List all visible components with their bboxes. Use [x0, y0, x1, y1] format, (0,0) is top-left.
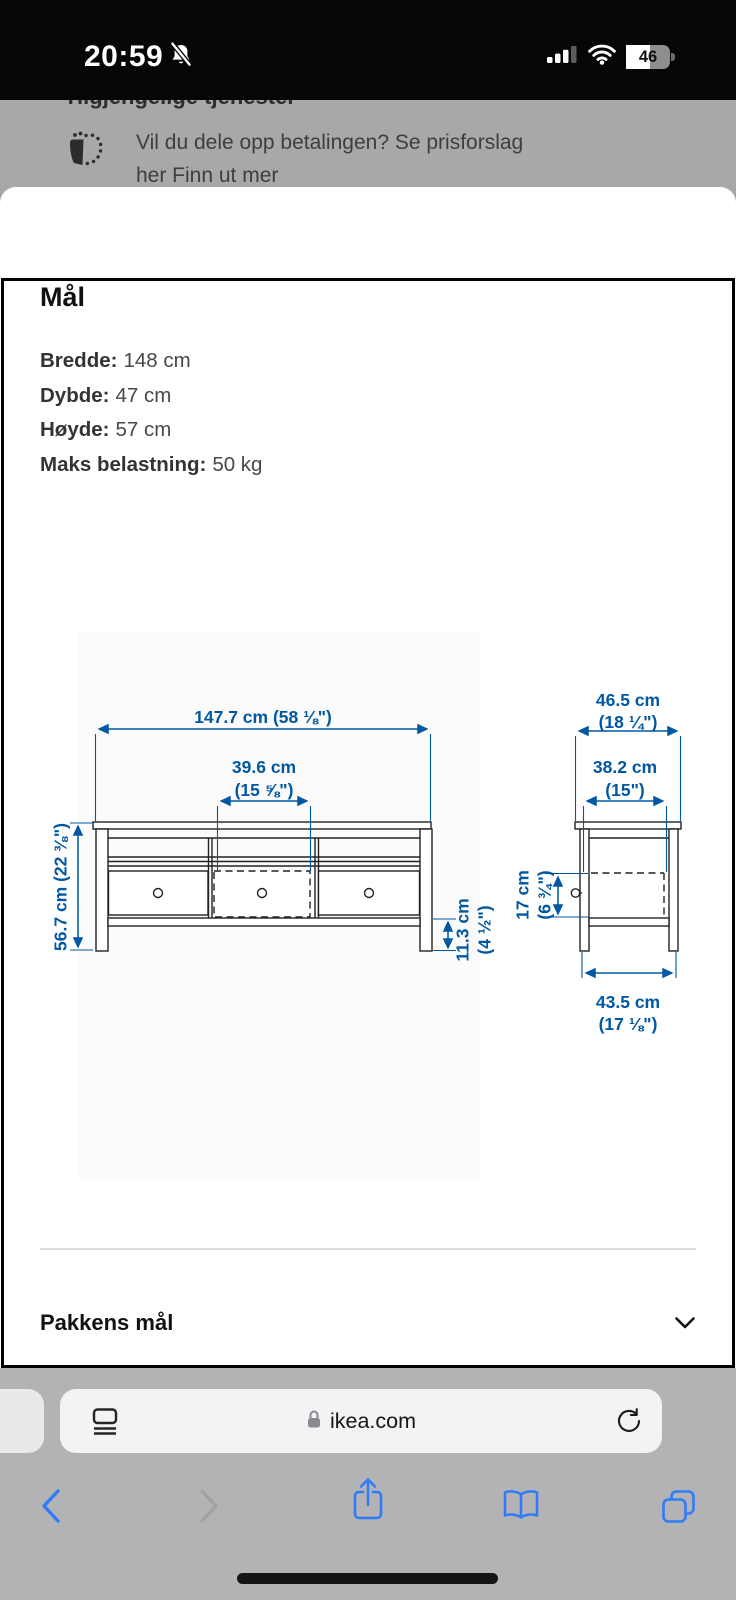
- address-bar[interactable]: [60, 1389, 662, 1453]
- reload-icon: [614, 1424, 644, 1439]
- safari-bottom-bar: [0, 1368, 736, 1600]
- wifi-icon: [587, 43, 617, 70]
- split-payment-icon: [62, 126, 108, 174]
- spec-row-depth: [40, 379, 262, 414]
- share-button[interactable]: [350, 1476, 386, 1527]
- spec-row-height: [40, 413, 262, 448]
- package-dimensions-toggle[interactable]: [40, 1303, 696, 1343]
- tabs-button[interactable]: [660, 1488, 697, 1528]
- front-base-height-label-1: 11.3 cm: [452, 898, 473, 962]
- spec-value: 47 cm: [115, 383, 172, 407]
- forward-chevron-icon: [198, 1512, 220, 1527]
- status-bar: [0, 0, 736, 100]
- previous-tab-peek[interactable]: [0, 1389, 44, 1453]
- share-icon: [350, 1512, 386, 1527]
- measurements-sheet: [0, 187, 736, 1368]
- side-drawer-height-label-1: 17 cm: [512, 870, 533, 920]
- side-depth-label-1: 46.5 cm: [595, 690, 661, 710]
- front-inner-width-label-1: 39.6 cm: [231, 757, 297, 777]
- spec-value: 50 kg: [212, 452, 263, 476]
- front-inner-width-label-2: (15 ⅝"): [234, 780, 294, 800]
- side-drawer-height-label-2: (6 ¾"): [534, 870, 555, 920]
- front-height-label: 56.7 cm (22 ⅜"): [50, 823, 71, 951]
- package-section-label: Pakkens mål: [40, 1310, 174, 1335]
- reload-button[interactable]: [614, 1406, 644, 1436]
- spec-label: Bredde:: [40, 349, 118, 372]
- book-icon: [501, 1509, 541, 1524]
- side-base-depth-label-2: (17 ⅛"): [598, 1014, 658, 1034]
- spec-row-maxload: [40, 448, 262, 483]
- tv-bench-side-view: [571, 822, 681, 951]
- forward-button[interactable]: [198, 1488, 220, 1527]
- spec-list: [40, 344, 262, 482]
- spec-label: Høyde:: [40, 418, 110, 441]
- side-base-depth-label-1: 43.5 cm: [595, 992, 661, 1012]
- clock: 20:59: [84, 40, 164, 73]
- spec-row-width: [40, 344, 262, 379]
- spec-label: Maks belastning:: [40, 452, 207, 476]
- spec-label: Dybde:: [40, 383, 110, 407]
- battery-percent: 46: [638, 47, 658, 66]
- notifications-silenced-icon: [169, 42, 193, 72]
- side-top-depth-label-2: (15"): [605, 780, 645, 800]
- divider: [40, 1248, 696, 1250]
- lock-icon: [306, 1409, 322, 1434]
- spec-value: 57 cm: [115, 418, 172, 441]
- front-base-height-label-2: (4 ½"): [474, 905, 495, 955]
- front-width-label: 147.7 cm (58 ⅛"): [194, 707, 332, 727]
- side-top-depth-label-1: 38.2 cm: [592, 757, 658, 777]
- service-text-line1: Vil du dele opp betalingen? Se prisforslag: [136, 131, 524, 154]
- cellular-signal-icon: [547, 45, 578, 68]
- bookmarks-button[interactable]: [501, 1489, 541, 1524]
- back-chevron-icon: [40, 1512, 62, 1527]
- spec-value: 148 cm: [123, 349, 191, 372]
- service-text-line2: her Finn ut mer: [136, 164, 279, 187]
- chevron-down-icon: [674, 1310, 696, 1336]
- url-text: ikea.com: [329, 1408, 417, 1433]
- tabs-icon: [660, 1513, 697, 1528]
- dimension-diagram: [0, 620, 736, 1180]
- back-button[interactable]: [40, 1488, 62, 1527]
- side-depth-label-2: (18 ¼"): [598, 712, 658, 732]
- home-indicator[interactable]: [237, 1573, 498, 1584]
- sheet-content: [1, 278, 735, 1368]
- sheet-title: Mål: [40, 282, 86, 312]
- battery-icon: [626, 45, 670, 69]
